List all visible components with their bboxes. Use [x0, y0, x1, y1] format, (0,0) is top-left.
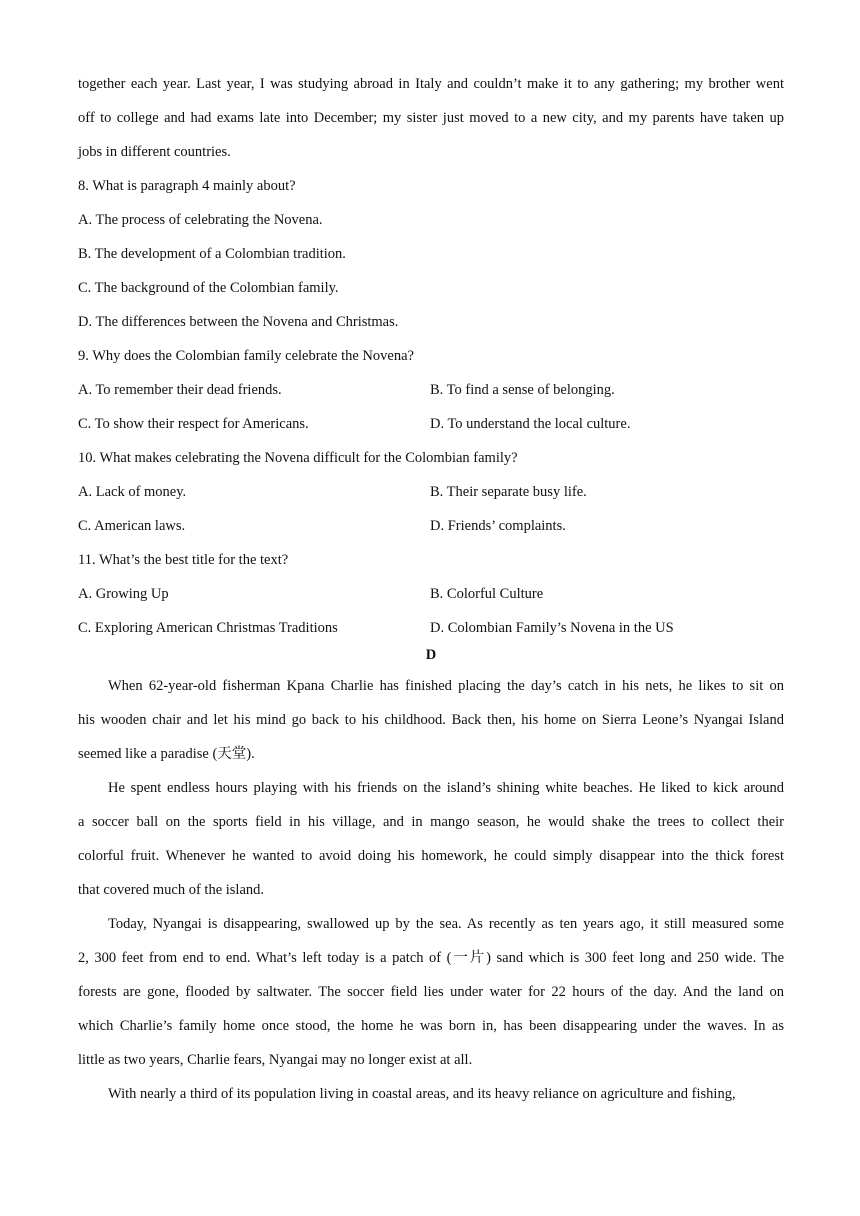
text-line: colorful fruit. Whenever he wanted to avoid doing his homework, he could simply disappear into the thick forest: [78, 848, 784, 864]
option-b: B. Their separate busy life.: [430, 484, 587, 500]
question-9: [78, 339, 784, 441]
question-10: [78, 441, 784, 543]
text-line: little as two years, Charlie fears, Nyangai may no longer exist at all.: [78, 1052, 473, 1068]
option-d: D. The differences between the Novena and Christmas.: [78, 314, 399, 330]
option-b: B. To find a sense of belonging.: [430, 382, 615, 398]
option-d: D. To understand the local culture.: [430, 416, 631, 432]
option-row: [78, 611, 784, 645]
text-line: together each year. Last year, I was studying abroad in Italy and couldn’t make it to any gathering; my brother went: [78, 76, 784, 92]
text-line: seemed like a paradise (天堂).: [78, 746, 255, 762]
option-c: C. Exploring American Christmas Traditions: [78, 620, 338, 636]
option-b: B. The development of a Colombian tradition.: [78, 246, 346, 262]
text-line: He spent endless hours playing with his friends on the island’s shining white beaches. He liked to kick around: [108, 780, 784, 796]
option-d: D. Colombian Family’s Novena in the US: [430, 620, 674, 636]
text-line: off to college and had exams late into December; my sister just moved to a new city, and my parents have taken up: [78, 110, 784, 126]
document-page: [78, 67, 784, 1111]
passage-paragraph-2: [78, 771, 784, 907]
text-line: forests are gone, flooded by saltwater. The soccer field lies under water for 22 hours of the day. And the land on: [78, 984, 784, 1000]
option-row: [78, 577, 784, 611]
question-8: [78, 169, 784, 339]
text-line: Today, Nyangai is disappearing, swallowed up by the sea. As recently as ten years ago, it still measured some: [108, 916, 784, 932]
option-a: A. The process of celebrating the Novena.: [78, 212, 323, 228]
text-line: which Charlie’s family home once stood, the home he was born in, has been disappearing under the waves. In as: [78, 1018, 784, 1034]
text-line: jobs in different countries.: [78, 144, 231, 160]
text-line: 2, 300 feet from end to end. What’s left today is a patch of (一片) sand which is 300 feet long and 250 wide. The: [78, 950, 784, 966]
question-stem: 8. What is paragraph 4 mainly about?: [78, 178, 296, 194]
intro-paragraph: [78, 67, 784, 169]
option-c: C. The background of the Colombian family.: [78, 280, 339, 296]
option-a: A. To remember their dead friends.: [78, 382, 282, 398]
option-a: A. Lack of money.: [78, 484, 187, 500]
question-stem: 10. What makes celebrating the Novena difficult for the Colombian family?: [78, 450, 518, 466]
text-line: When 62-year-old fisherman Kpana Charlie has finished placing the day’s catch in his nets, he likes to sit on: [108, 678, 784, 694]
option-b: B. Colorful Culture: [430, 586, 544, 602]
question-stem: 11. What’s the best title for the text?: [78, 552, 289, 568]
text-line: a soccer ball on the sports field in his village, and in mango season, he would shake the trees to collect their: [78, 814, 784, 830]
section-heading: D: [425, 647, 437, 663]
option-d: D. Friends’ complaints.: [430, 518, 566, 534]
question-11: [78, 543, 784, 645]
text-line: With nearly a third of its population living in coastal areas, and its heavy reliance on agriculture and fishing,: [108, 1086, 736, 1102]
passage-paragraph-4: [78, 1077, 784, 1111]
passage-paragraph-3: [78, 907, 784, 1077]
option-row: [78, 373, 784, 407]
question-stem: 9. Why does the Colombian family celebrate the Novena?: [78, 348, 414, 364]
option-a: A. Growing Up: [78, 586, 169, 602]
option-row: [78, 509, 784, 543]
option-row: [78, 475, 784, 509]
option-row: [78, 407, 784, 441]
option-c: C. To show their respect for Americans.: [78, 416, 309, 432]
passage-paragraph-1: [78, 669, 784, 771]
text-line: that covered much of the island.: [78, 882, 265, 898]
option-c: C. American laws.: [78, 518, 186, 534]
text-line: his wooden chair and let his mind go back to his childhood. Back then, his home on Sierra Leone’s Nyangai Island: [78, 712, 784, 728]
